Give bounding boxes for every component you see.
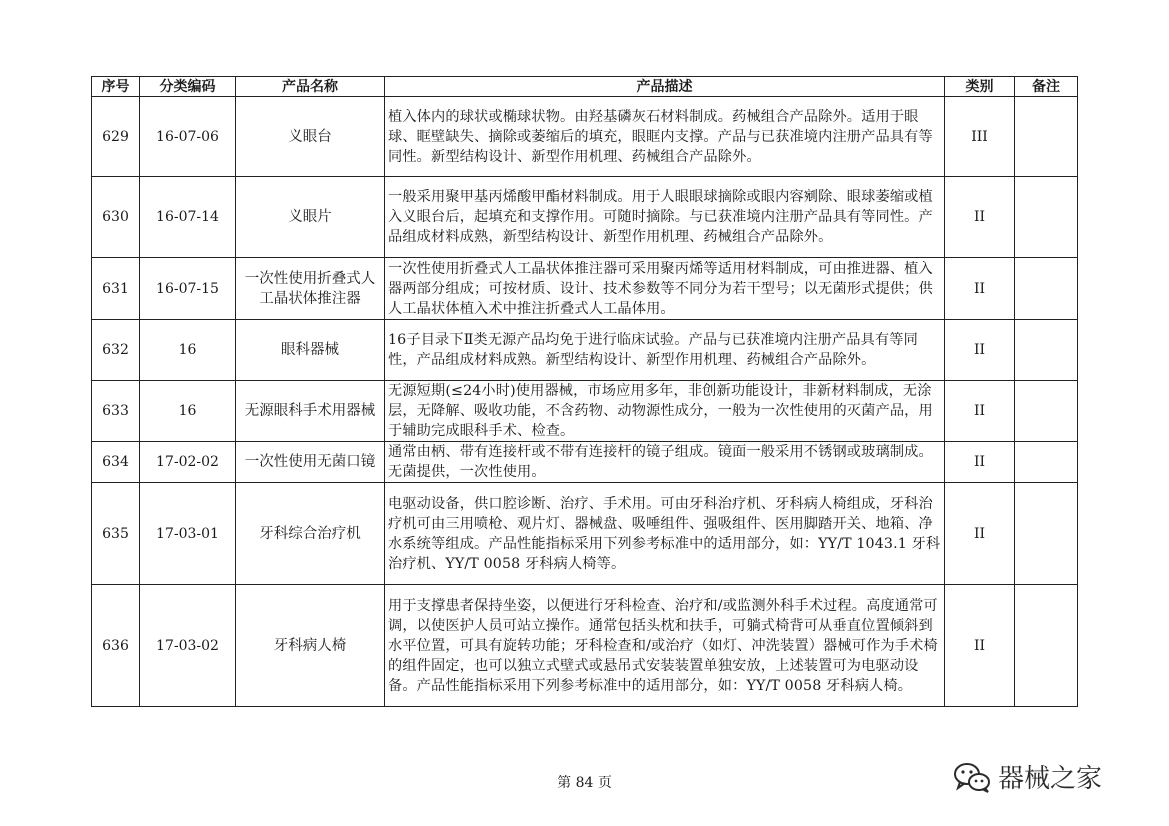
cell-name: 无源眼科手术用器械 (236, 381, 385, 442)
cell-desc: 用于支撑患者保持坐姿，以便进行牙科检查、治疗和/或监测外科手术过程。高度通常可调，以使医护人员可站立操作。通常包括头枕和扶手，可躺式椅背可从垂直位置倾斜到水平位置，可具有旋转功能；牙科检查和/或治疗（如灯、冲洗装置）器械可作为手术椅的组件固定，也可以独立式壁式或悬吊式安装装置单独安放，上述装置可为电驱动设备。产品性能指标采用下列参考标准中的适用部分，如：YY/T 0058 牙科病人椅。 (385, 585, 945, 707)
cell-remark (1015, 258, 1078, 320)
cell-remark (1015, 483, 1078, 585)
cell-desc: 通常由柄、带有连接杆或不带有连接杆的镜子组成。镜面一般采用不锈钢或玻璃制成。无菌提供，一次性使用。 (385, 442, 945, 483)
header-category: 类别 (945, 77, 1015, 97)
cell-seq: 629 (92, 97, 140, 177)
cell-seq: 636 (92, 585, 140, 707)
cell-desc: 植入体内的球状或椭球状物。由羟基磷灰石材料制成。药械组合产品除外。适用于眼球、眶壁缺失、摘除或萎缩后的填充，眼眶内支撑。产品与已获准境内注册产品具有等同性。新型结构设计、新型作用机理、药械组合产品除外。 (385, 97, 945, 177)
cell-seq: 635 (92, 483, 140, 585)
cell-remark (1015, 585, 1078, 707)
cell-name: 牙科病人椅 (236, 585, 385, 707)
cell-seq: 634 (92, 442, 140, 483)
cell-code: 16-07-06 (140, 97, 236, 177)
cell-name: 义眼片 (236, 177, 385, 258)
table-header-row (92, 77, 1078, 97)
cell-name: 一次性使用无菌口镜 (236, 442, 385, 483)
cell-seq: 632 (92, 320, 140, 381)
cell-desc: 无源短期(≤24小时)使用器械，市场应用多年，非创新功能设计，非新材料制成，无涂层，无降解、吸收功能，不含药物、动物源性成分，一般为一次性使用的灭菌产品，用于辅助完成眼科手术、检查。 (385, 381, 945, 442)
wechat-icon (952, 760, 992, 794)
cell-category: II (945, 258, 1015, 320)
cell-remark (1015, 177, 1078, 258)
cell-name: 眼科器械 (236, 320, 385, 381)
cell-name: 义眼台 (236, 97, 385, 177)
table-row (92, 483, 1078, 585)
table-row (92, 97, 1078, 177)
cell-code: 17-03-02 (140, 585, 236, 707)
cell-seq: 633 (92, 381, 140, 442)
header-remark: 备注 (1015, 77, 1078, 97)
cell-name: 牙科综合治疗机 (236, 483, 385, 585)
cell-category: II (945, 177, 1015, 258)
table-row (92, 258, 1078, 320)
cell-code: 16-07-15 (140, 258, 236, 320)
watermark (952, 758, 1102, 795)
product-table (91, 76, 1078, 707)
header-name: 产品名称 (236, 77, 385, 97)
cell-category: II (945, 320, 1015, 381)
page-number: 第 84 页 (557, 775, 612, 791)
cell-remark (1015, 442, 1078, 483)
table-row (92, 585, 1078, 707)
cell-remark (1015, 381, 1078, 442)
cell-remark (1015, 320, 1078, 381)
header-code: 分类编码 (140, 77, 236, 97)
cell-category: II (945, 585, 1015, 707)
cell-code: 16-07-14 (140, 177, 236, 258)
cell-seq: 631 (92, 258, 140, 320)
cell-code: 16 (140, 381, 236, 442)
cell-category: II (945, 483, 1015, 585)
header-desc: 产品描述 (385, 77, 945, 97)
cell-desc: 一般采用聚甲基丙烯酸甲酯材料制成。用于人眼眼球摘除或眼内容剜除、眼球萎缩或植入义眼台后，起填充和支撑作用。可随时摘除。与已获准境内注册产品具有等同性。产品组成材料成熟，新型结构设计、新型作用机理、药械组合产品除外。 (385, 177, 945, 258)
cell-seq: 630 (92, 177, 140, 258)
cell-code: 17-03-01 (140, 483, 236, 585)
header-seq: 序号 (92, 77, 140, 97)
cell-category: III (945, 97, 1015, 177)
cell-desc: 电驱动设备，供口腔诊断、治疗、手术用。可由牙科治疗机、牙科病人椅组成，牙科治疗机可由三用喷枪、观片灯、器械盘、吸唾组件、强吸组件、医用脚踏开关、地箱、净水系统等组成。产品性能指标采用下列参考标准中的适用部分，如：YY/T 1043.1 牙科治疗机、YY/T 0058 牙科病人椅等。 (385, 483, 945, 585)
cell-code: 17-02-02 (140, 442, 236, 483)
table-row (92, 177, 1078, 258)
cell-desc: 16子目录下Ⅱ类无源产品均免于进行临床试验。产品与已获准境内注册产品具有等同性，产品组成材料成熟。新型结构设计、新型作用机理、药械组合产品除外。 (385, 320, 945, 381)
cell-remark (1015, 97, 1078, 177)
watermark-text: 器械之家 (998, 764, 1103, 794)
cell-category: II (945, 381, 1015, 442)
table-row (92, 320, 1078, 381)
cell-desc: 一次性使用折叠式人工晶状体推注器可采用聚丙烯等适用材料制成，可由推进器、植入器两部分组成；可按材质、设计、技术参数等不同分为若干型号；以无菌形式提供；供人工晶状体植入术中推注折叠式人工晶体用。 (385, 258, 945, 320)
table-row (92, 381, 1078, 442)
cell-category: II (945, 442, 1015, 483)
cell-code: 16 (140, 320, 236, 381)
cell-name: 一次性使用折叠式人工晶状体推注器 (236, 258, 385, 320)
table-row (92, 442, 1078, 483)
